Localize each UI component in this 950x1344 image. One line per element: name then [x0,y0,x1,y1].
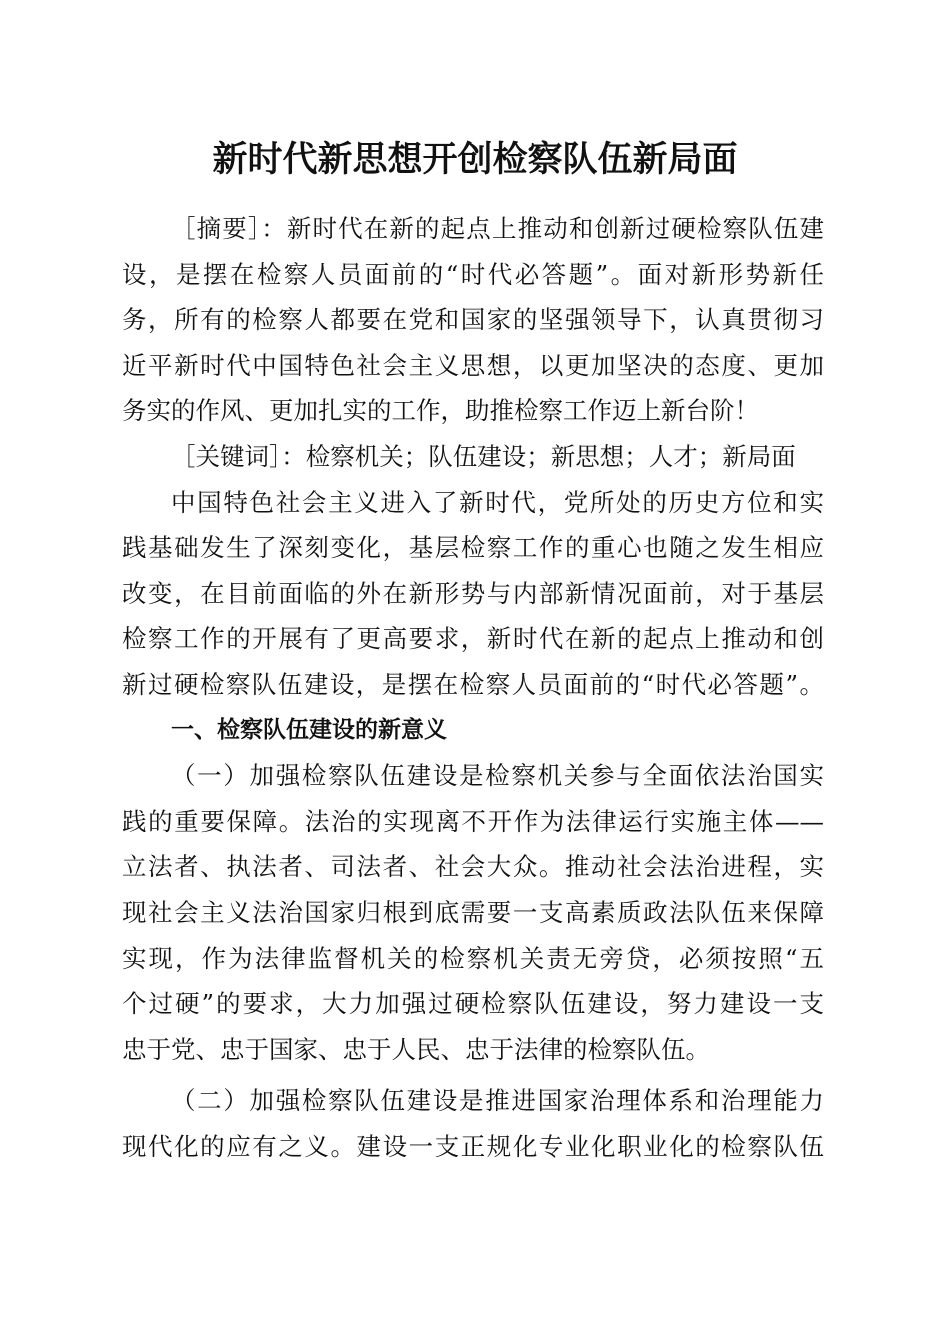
paragraph-line: 实现，作为法律监督机关的检察机关责无旁贷，必须按照“五 [122,943,824,973]
intro-line: 新过硬检察队伍建设，是摆在检察人员面前的“时代必答题”。 [122,669,824,699]
paragraph-line: 个过硬”的要求，大力加强过硬检察队伍建设，努力建设一支 [122,989,824,1019]
paragraph-line: 立法者、执法者、司法者、社会大众。推动社会法治进程，实 [122,852,824,882]
intro-line: 践基础发生了深刻变化，基层检察工作的重心也随之发生相应 [122,533,824,563]
abstract-line: 设，是摆在检察人员面前的“时代必答题”。面对新形势新任 [122,259,824,289]
abstract-line: 务，所有的检察人都要在党和国家的坚强领导下，认真贯彻习 [122,305,824,335]
document-body [122,206,824,1169]
paragraph-two [122,1078,824,1169]
document-title: 新时代新思想开创检察队伍新局面 [212,139,738,180]
keywords-line: ［关键词］：检察机关；队伍建设；新思想；人才；新局面 [171,441,796,471]
paragraph-one [122,753,824,1072]
intro-line: 改变，在目前面临的外在新形势与内部新情况面前，对于基层 [122,578,824,608]
paragraph-line: （二）加强检察队伍建设是推进国家治理体系和治理能力 [171,1086,824,1116]
paragraph-line: 忠于党、忠于国家、忠于人民、忠于法律的检察队伍。 [122,1034,710,1064]
section-heading [122,708,824,754]
paragraph-line: 现代化的应有之义。建设一支正规化专业化职业化的检察队伍 [122,1131,824,1161]
abstract-line: 务实的作风、更加扎实的工作，助推检察工作迈上新台阶！ [122,396,759,426]
paragraph-line: 现社会主义法治国家归根到底需要一支高素质政法队伍来保障 [122,897,824,927]
abstract-line: 近平新时代中国特色社会主义思想，以更加坚决的态度、更加 [122,350,824,380]
intro-line: 中国特色社会主义进入了新时代，党所处的历史方位和实 [171,487,824,517]
section-heading-text: 一、检察队伍建设的新意义 [171,716,447,743]
intro-line: 检察工作的开展有了更高要求，新时代在新的起点上推动和创 [122,624,824,654]
paragraph-line: （一）加强检察队伍建设是检察机关参与全面依法治国实 [171,761,824,791]
keywords-paragraph [122,434,824,480]
abstract-paragraph [122,206,824,434]
paragraph-line: 践的重要保障。法治的实现离不开作为法律运行实施主体—— [122,806,824,836]
intro-paragraph [122,480,824,708]
abstract-line: ［摘要］：新时代在新的起点上推动和创新过硬检察队伍建 [171,214,824,243]
